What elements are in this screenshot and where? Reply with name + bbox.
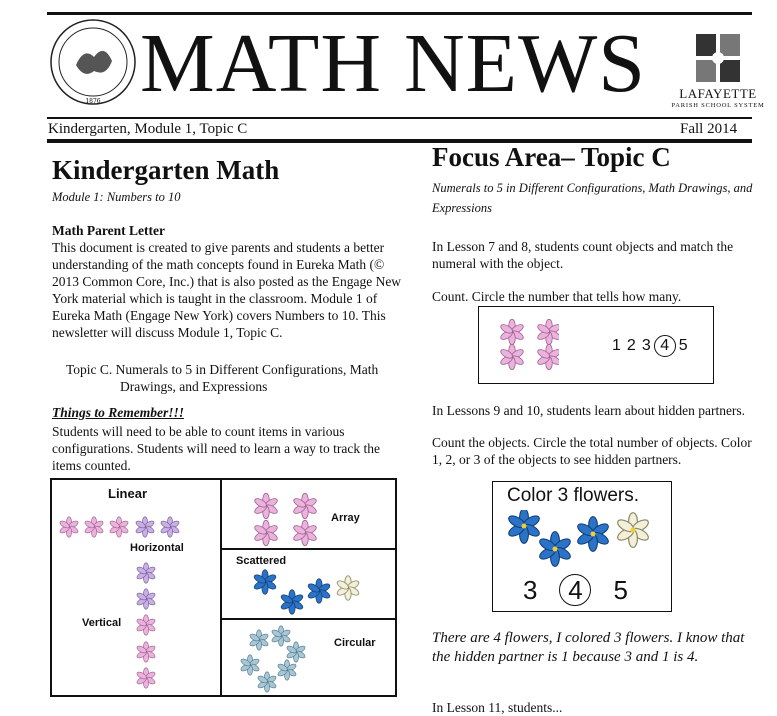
vertical-label: Vertical [82, 617, 122, 629]
number-option[interactable]: 1 [612, 337, 621, 354]
lesson-11-text-cutoff: In Lesson 11, students... [432, 700, 563, 715]
flower-icon [277, 660, 297, 680]
flower-icon [280, 590, 304, 614]
circular-label: Circular [334, 637, 376, 649]
flower-icon [136, 668, 156, 688]
flower-icon [249, 630, 269, 650]
number-option[interactable]: 2 [626, 337, 636, 354]
number-option[interactable]: 5 [678, 337, 688, 354]
logo-subtitle: PARISH SCHOOL SYSTEM [671, 102, 765, 109]
flower-icon [136, 642, 156, 662]
example-2-numbers [523, 574, 628, 606]
flower-icon [84, 517, 104, 537]
flower-icon [136, 589, 156, 609]
flower-icon [499, 344, 524, 370]
example-1-flowers [479, 307, 559, 383]
flower-icon [499, 319, 524, 345]
subheader-right: Fall 2014 [680, 121, 738, 137]
flower-icon [307, 579, 331, 603]
example-2-flowers [493, 510, 671, 580]
topic-line-1: Topic C. Numerals to 5 in Different Configurations, Math [66, 362, 379, 377]
example-1-box [478, 306, 714, 384]
seal-year: 1876 [85, 98, 101, 105]
flower-icon [59, 517, 79, 537]
flower-icon [136, 563, 156, 583]
topic-line-2: Drawings, and Expressions [120, 379, 268, 394]
flower-icon [253, 493, 278, 519]
number-option[interactable]: 5 [613, 575, 628, 605]
flower-icon [336, 576, 360, 600]
right-title: Focus Area– Topic C [432, 142, 671, 172]
linear-label: Linear [108, 486, 148, 501]
right-subtitle: Numerals to 5 in Different Configurations, Math Drawings, and Expressions [432, 181, 753, 215]
lesson-9-10-text: In Lessons 9 and 10, students learn about hidden partners. [432, 403, 746, 418]
flower-icon [286, 642, 306, 662]
circled-number[interactable]: 4 [559, 574, 591, 606]
count-instruction: Count. Circle the number that tells how many. [432, 289, 682, 304]
logo-name: LAFAYETTE [679, 86, 757, 101]
flower-icon [536, 344, 559, 370]
flower-icon [136, 615, 156, 635]
letter-heading: Math Parent Letter [52, 223, 165, 238]
example-1-numbers [612, 335, 688, 357]
number-option[interactable]: 3 [523, 575, 538, 605]
letter-body: This document is created to give parents and students a better understanding of the math concepts found in Eureka Math (© 2013 Common Core, Inc.) that is also posted as the Engage New York material which is taught in the classroom. Module 1 of Eureka Math (Engage New York) covers Numbers to 10. This newsletter will discuss Module 1, Topic C. [52, 240, 402, 340]
flower-icon [536, 319, 559, 345]
module-subtitle: Module 1: Numbers to 10 [52, 190, 181, 204]
flower-icon [240, 655, 260, 675]
remember-heading: Things to Remember!!! [52, 405, 185, 420]
array-label: Array [331, 512, 360, 524]
flower-icon [253, 570, 277, 594]
flower-icon [135, 517, 155, 537]
example-2-box [492, 481, 672, 612]
example-2-header: Color 3 flowers. [507, 485, 639, 506]
hidden-partner-explanation: There are 4 flowers, I colored 3 flowers. I know that the hidden partner is 1 because 3 and 1 is 4. [432, 630, 745, 665]
hidden-partner-instruction: Count the objects. Circle the total number of objects. Color 1, 2, or 3 of the objects to see hidden partners. [432, 435, 752, 467]
flower-icon [271, 626, 291, 646]
flower-icon [160, 517, 180, 537]
flower-icon [109, 517, 129, 537]
subheader-left: Kindergarten, Module 1, Topic C [48, 121, 248, 137]
circled-number[interactable]: 4 [654, 335, 676, 357]
lesson-7-8-text: In Lesson 7 and 8, students count objects and match the numeral with the object. [432, 239, 734, 271]
masthead-title: MATH NEWS [140, 17, 646, 110]
flower-icon [292, 520, 317, 546]
scattered-label: Scattered [236, 555, 287, 567]
flower-icon [292, 493, 317, 519]
flower-icon [257, 672, 277, 692]
horizontal-label: Horizontal [130, 542, 184, 554]
left-title: Kindergarten Math [52, 155, 280, 185]
flower-icon [253, 520, 278, 546]
remember-body: Students will need to be able to count items in various configurations. Students will need to learn a way to track the items counted. [52, 424, 381, 473]
number-option[interactable]: 3 [641, 337, 651, 354]
